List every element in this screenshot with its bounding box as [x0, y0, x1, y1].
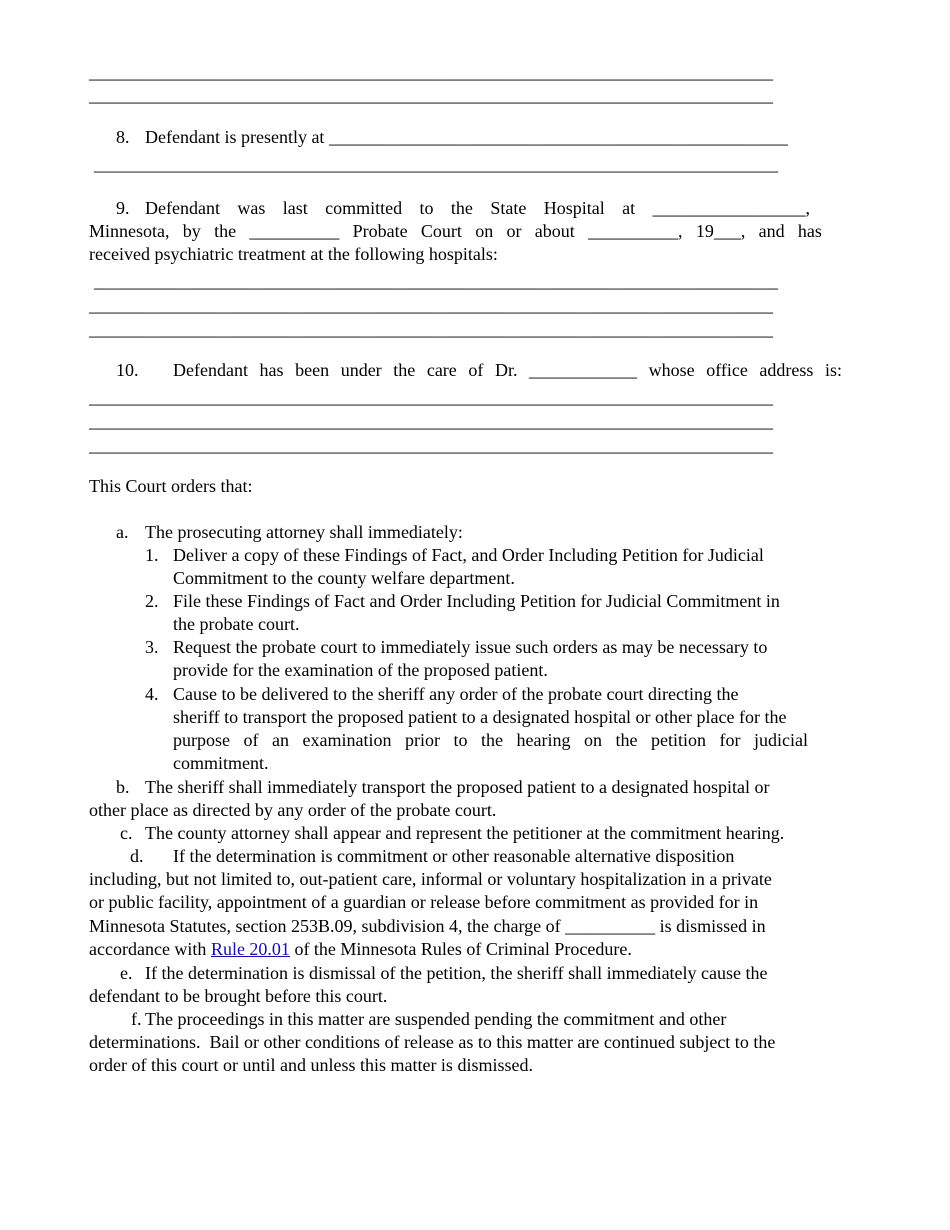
order-a-sub-2-number: 2.: [145, 591, 159, 611]
word: to: [419, 198, 434, 218]
order-d-line-5: [89, 938, 632, 961]
word: the: [450, 198, 473, 218]
word: committed: [325, 198, 403, 218]
order-d-line-5-pre: accordance with: [89, 939, 211, 959]
order-a-sub-3-line-1: Request the probate court to immediately issue such orders as may be necessary to: [173, 637, 768, 657]
order-a-sub-2-line-2: the probate court.: [173, 614, 300, 634]
word: was: [237, 198, 266, 218]
order-d-line-3: or public facility, appointment of a guardian or release before commitment as provided for in: [89, 892, 759, 912]
order-a-sub-3-number: 3.: [145, 637, 159, 657]
order-e-line-1: If the determination is dismissal of the petition, the sheriff shall immediately cause the: [145, 963, 768, 983]
order-b-label: b.: [116, 777, 130, 797]
word: hearing: [516, 730, 571, 750]
blank-line: ____________________________________________________________________________: [94, 271, 778, 291]
order-intro: This Court orders that:: [89, 476, 253, 496]
word: for: [719, 730, 741, 750]
word: at: [622, 198, 636, 218]
word: the: [615, 730, 638, 750]
blank-line: ____________________________________________________________________________: [94, 154, 778, 174]
word: the: [481, 730, 503, 750]
word: of: [243, 730, 259, 750]
item-8-number: 8.: [116, 127, 130, 147]
order-c-label: c.: [120, 823, 133, 843]
word: State: [490, 198, 527, 218]
word: Court: [420, 221, 462, 241]
word: 19___,: [695, 221, 746, 241]
word: __________,: [588, 221, 683, 241]
word: office: [706, 360, 748, 380]
word: whose: [648, 360, 695, 380]
word: been: [295, 360, 330, 380]
word: Hospital: [543, 198, 605, 218]
order-b-line-1: The sheriff shall immediately transport the proposed patient to a designated hospital or: [145, 777, 770, 797]
rule-20-01-link[interactable]: Rule 20.01: [210, 939, 290, 959]
word: Probate: [352, 221, 408, 241]
blank-line: ____________________________________________________________________________: [89, 295, 773, 315]
word: ____________: [529, 360, 638, 380]
word: to: [453, 730, 468, 750]
word: last: [282, 198, 308, 218]
word: the: [214, 221, 237, 241]
order-a-sub-4-number: 4.: [145, 684, 159, 704]
word: Defendant: [173, 360, 248, 380]
order-a-sub-2-line-1: File these Findings of Fact and Order Including Petition for Judicial Commitment in: [173, 591, 780, 611]
order-a-sub-4-line-3: [173, 729, 808, 752]
word: judicial: [753, 730, 808, 750]
word: of: [468, 360, 484, 380]
order-f-line-1: The proceedings in this matter are suspended pending the commitment and other: [145, 1009, 727, 1029]
blank-line: ____________________________________________________________________________: [89, 85, 773, 105]
word: on: [583, 730, 602, 750]
order-a-sub-1-number: 1.: [145, 545, 159, 565]
word: under: [340, 360, 382, 380]
order-d-line-5-post: of the Minnesota Rules of Criminal Procedure.: [289, 939, 632, 959]
word: care: [426, 360, 457, 380]
item-9-line-2: [89, 220, 822, 243]
word: an: [272, 730, 289, 750]
blank-line: ____________________________________________________________________________: [89, 319, 773, 339]
word: or: [506, 221, 522, 241]
order-a-label: a.: [116, 522, 129, 542]
blank-line: ____________________________________________________________________________: [89, 411, 773, 431]
order-a-sub-1-line-1: Deliver a copy of these Findings of Fact, and Order Including Petition for Judicial: [173, 545, 764, 565]
item-9-line-1: [145, 197, 810, 220]
word: has: [259, 360, 284, 380]
item-9-number: 9.: [116, 198, 130, 218]
item-8-text: Defendant is presently at ___________________________________________________: [145, 127, 788, 147]
blank-line: ____________________________________________________________________________: [89, 387, 773, 407]
word: on: [475, 221, 494, 241]
order-a-sub-4-line-1: Cause to be delivered to the sheriff any order of the probate court directing the: [173, 684, 739, 704]
word: by: [182, 221, 201, 241]
order-a-text: The prosecuting attorney shall immediately:: [145, 522, 463, 542]
word: prior: [404, 730, 440, 750]
order-c-text: The county attorney shall appear and represent the petitioner at the commitment hearing.: [145, 823, 785, 843]
item-10-number: 10.: [116, 360, 139, 380]
order-e-line-2: defendant to be brought before this court.: [89, 986, 388, 1006]
word: has: [797, 221, 822, 241]
item-9-line-3: received psychiatric treatment at the following hospitals:: [89, 244, 498, 264]
order-d-line-4: Minnesota Statutes, section 253B.09, subdivision 4, the charge of __________ is dismissed in: [89, 916, 766, 936]
word: petition: [650, 730, 706, 750]
order-a-sub-1-line-2: Commitment to the county welfare department.: [173, 568, 515, 588]
order-d-label: d.: [130, 846, 144, 866]
order-f-line-3: order of this court or until and unless this matter is dismissed.: [89, 1055, 533, 1075]
word: __________: [249, 221, 340, 241]
word: about: [534, 221, 575, 241]
word: examination: [302, 730, 392, 750]
word: purpose: [173, 730, 230, 750]
order-d-line-2: including, but not limited to, out-patient care, informal or voluntary hospitalization in a private: [89, 869, 772, 889]
word: Defendant: [145, 198, 220, 218]
word: Minnesota,: [89, 221, 170, 241]
blank-line: ____________________________________________________________________________: [89, 62, 773, 82]
word: Dr.: [494, 360, 518, 380]
word: is:: [824, 360, 842, 380]
order-e-label: e.: [120, 963, 133, 983]
order-f-line-2: determinations. Bail or other conditions of release as to this matter are continued subject to the: [89, 1032, 776, 1052]
order-a-sub-4-line-4: commitment.: [173, 753, 269, 773]
word: address: [759, 360, 814, 380]
blank-line: ____________________________________________________________________________: [89, 435, 773, 455]
word: the: [393, 360, 416, 380]
order-d-line-1: If the determination is commitment or other reasonable alternative disposition: [173, 846, 735, 866]
word: and: [758, 221, 785, 241]
order-b-line-2: other place as directed by any order of the probate court.: [89, 800, 497, 820]
order-a-sub-4-line-2: sheriff to transport the proposed patient to a designated hospital or other place for the: [173, 707, 787, 727]
order-a-sub-3-line-2: provide for the examination of the proposed patient.: [173, 660, 548, 680]
item-10-line-1: [173, 359, 842, 382]
word: _________________,: [652, 198, 810, 218]
order-f-label: f.: [131, 1009, 142, 1029]
